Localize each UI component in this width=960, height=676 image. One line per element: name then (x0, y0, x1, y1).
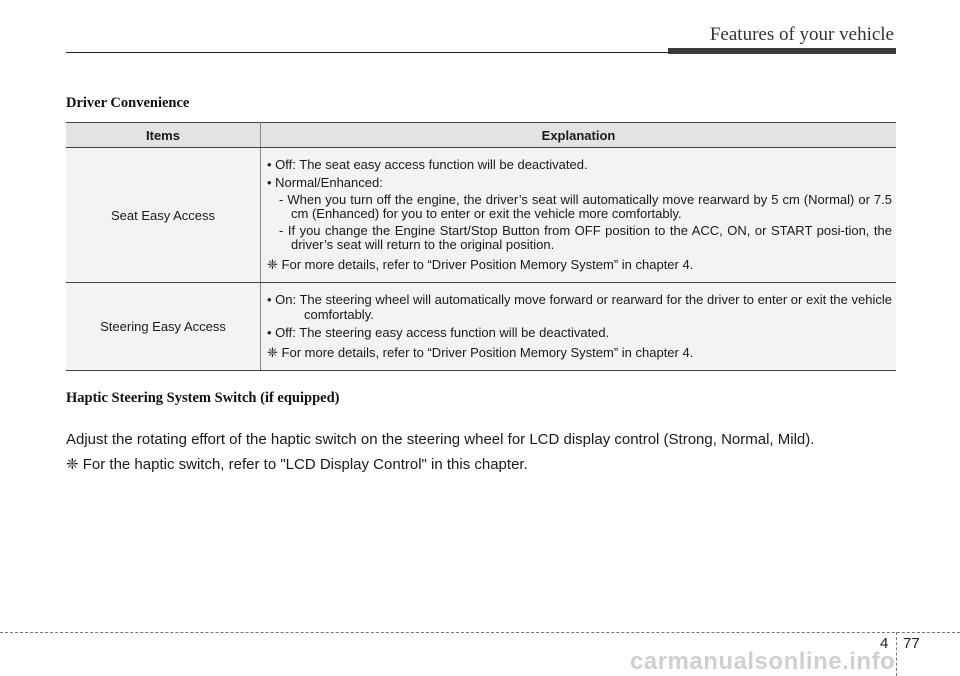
haptic-note-text: For the haptic switch, refer to "LCD Display Control" in this chapter. (82, 456, 528, 473)
watermark: carmanualsonline.info (630, 648, 896, 675)
haptic-paragraph: Adjust the rotating effort of the haptic switch on the steering wheel for LCD display control (Strong, Normal, Mild). (66, 431, 815, 448)
page-number: 77 (903, 635, 920, 652)
haptic-note (66, 455, 528, 473)
note-mark-icon: ❈ (267, 345, 278, 360)
header-items: Items (66, 123, 261, 148)
header-rule (66, 52, 670, 53)
note (267, 345, 892, 360)
table-row (66, 148, 896, 283)
note-mark-icon: ❈ (66, 456, 79, 473)
note-mark-icon: ❈ (267, 257, 278, 272)
footer-rule (0, 632, 960, 633)
note (267, 257, 892, 272)
header-explanation: Explanation (261, 123, 897, 148)
explanation-steering-easy-access (261, 283, 897, 371)
table-header-row (66, 123, 896, 148)
note-text: For more details, refer to “Driver Position Memory System” in chapter 4. (281, 345, 694, 360)
item-steering-easy-access: Steering Easy Access (66, 283, 261, 371)
note-text: For more details, refer to “Driver Position Memory System” in chapter 4. (281, 257, 694, 272)
haptic-title: Haptic Steering System Switch (if equipped) (66, 390, 340, 406)
header-rule-accent (668, 48, 896, 54)
item-seat-easy-access: Seat Easy Access (66, 148, 261, 283)
bullet-text: • Normal/Enhanced: (267, 175, 383, 190)
bullet-text: • Off: The seat easy access function will be deactivated. (267, 157, 588, 172)
sub-bullet-text: - When you turn off the engine, the driver’s seat will automatically move rearward by 5 cm (Normal) or 7.5 cm (Enhanced) for you to enter or exit the vehicle more comfortably. (279, 192, 892, 221)
driver-convenience-title: Driver Convenience (66, 95, 190, 111)
section-header-title: Features of your vehicle (709, 24, 894, 45)
chapter-number: 4 (880, 635, 889, 652)
explanation-seat-easy-access (261, 148, 897, 283)
bullet-text: • Off: The steering easy access function will be deactivated. (267, 325, 610, 340)
bullet-text: • On: The steering wheel will automatically move forward or rearward for the driver to enter or exit the vehicle comfortably. (267, 292, 892, 322)
convenience-table (66, 122, 896, 371)
sub-bullet-text: - If you change the Engine Start/Stop Button from OFF position to the ACC, ON, or START posi-tion, the driver’s seat will return to the original position. (279, 223, 892, 252)
table-row (66, 283, 896, 371)
